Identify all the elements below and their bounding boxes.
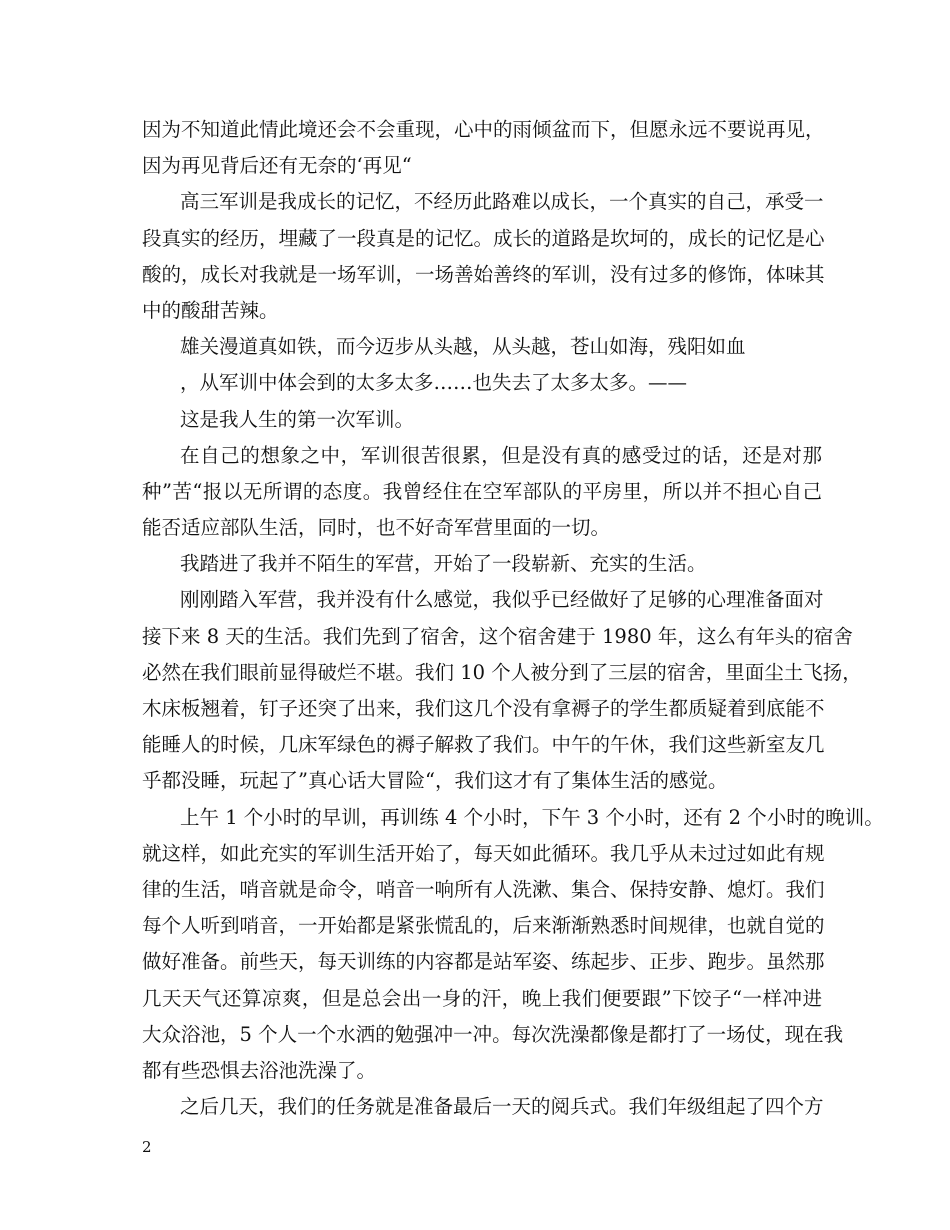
text-line: 在自己的想象之中，军训很苦很累，但是没有真的感受过的话，还是对那 [180,443,822,467]
text-line: 因为再见背后还有无奈的‘再见“ [142,154,412,178]
text-line: 接下来 8 天的生活。我们先到了宿舍，这个宿舍建于 1980 年，这么有年头的宿舍 [142,624,853,648]
text-line: 几天天气还算凉爽，但是总会出一身的汗，晚上我们便要跟”下饺子“一样冲进 [142,986,822,1010]
text-line: 大众浴池，5 个人一个水洒的勉强冲一冲。每次洗澡都像是都打了一场仗，现在我 [142,1022,844,1046]
text-line: 我踏进了我并不陌生的军营，开始了一段崭新、充实的生活。 [180,552,707,576]
text-line: 每个人听到哨音，一开始都是紧张慌乱的，后来渐渐熟悉时间规律，也就自觉的 [142,914,825,938]
text-line: 上午 1 个小时的早训，再训练 4 个小时，下午 3 个小时，还有 2 个小时的晚训。 [180,805,884,829]
text-line: 种”苦“报以无所谓的态度。我曾经住在空军部队的平房里，所以并不担心自己 [142,479,822,503]
text-line: 能睡人的时候，几床军绿色的褥子解救了我们。中午的午休，我们这些新室友几 [142,733,825,757]
text-line: 段真实的经历，埋藏了一段真是的记忆。成长的道路是坎坷的，成长的记忆是心 [142,226,825,250]
text-line: 因为不知道此情此境还会不会重现，心中的雨倾盆而下，但愿永远不要说再见， [142,118,825,141]
text-line: 律的生活，哨音就是命令，哨音一响所有人洗漱、集合、保持安静、熄灯。我们 [142,877,825,901]
text-line: 必然在我们眼前显得破烂不堪。我们 10 个人被分到了三层的宿舍，里面尘土飞扬， [142,660,862,684]
text-line: 高三军训是我成长的记忆，不经历此路难以成长，一个真实的自己，承受一 [180,190,824,214]
text-line: 刚刚踏入军营，我并没有什么感觉，我似乎已经做好了足够的心理准备面对 [180,588,824,612]
text-line: 雄关漫道真如铁，而今迈步从头越，从头越，苍山如海，残阳如血 [180,335,746,359]
text-line: 能否适应部队生活，同时，也不好奇军营里面的一切。 [142,516,611,540]
text-line: 木床板翘着，钉子还突了出来，我们这几个没有拿褥子的学生都质疑着到底能不 [142,697,825,720]
text-line: 乎都没睡，玩起了”真心话大冒险“，我们这才有了集体生活的感觉。 [142,769,728,793]
text-line: 做好准备。前些天，每天训练的内容都是站军姿、练起步、正步、跑步。虽然那 [142,950,825,974]
text-line: 之后几天，我们的任务就是准备最后一天的阅兵式。我们年级组起了四个方 [180,1095,824,1119]
text-line: 中的酸甜苦辣。 [142,298,279,322]
text-line: 这是我人生的第一次军训。 [180,407,415,431]
page-number: 2 [142,1138,152,1156]
body-text [142,112,884,1125]
text-line: 酸的，成长对我就是一场军训，一场善始善终的军训，没有过多的修饰，体味其 [142,262,825,286]
text-line: ，从军训中体会到的太多太多……也失去了太多太多。—— [180,371,688,395]
text-line: 就这样，如此充实的军训生活开始了，每天如此循环。我几乎从未过过如此有规 [142,841,825,865]
text-line: 都有些恐惧去浴池洗澡了。 [142,1058,377,1082]
